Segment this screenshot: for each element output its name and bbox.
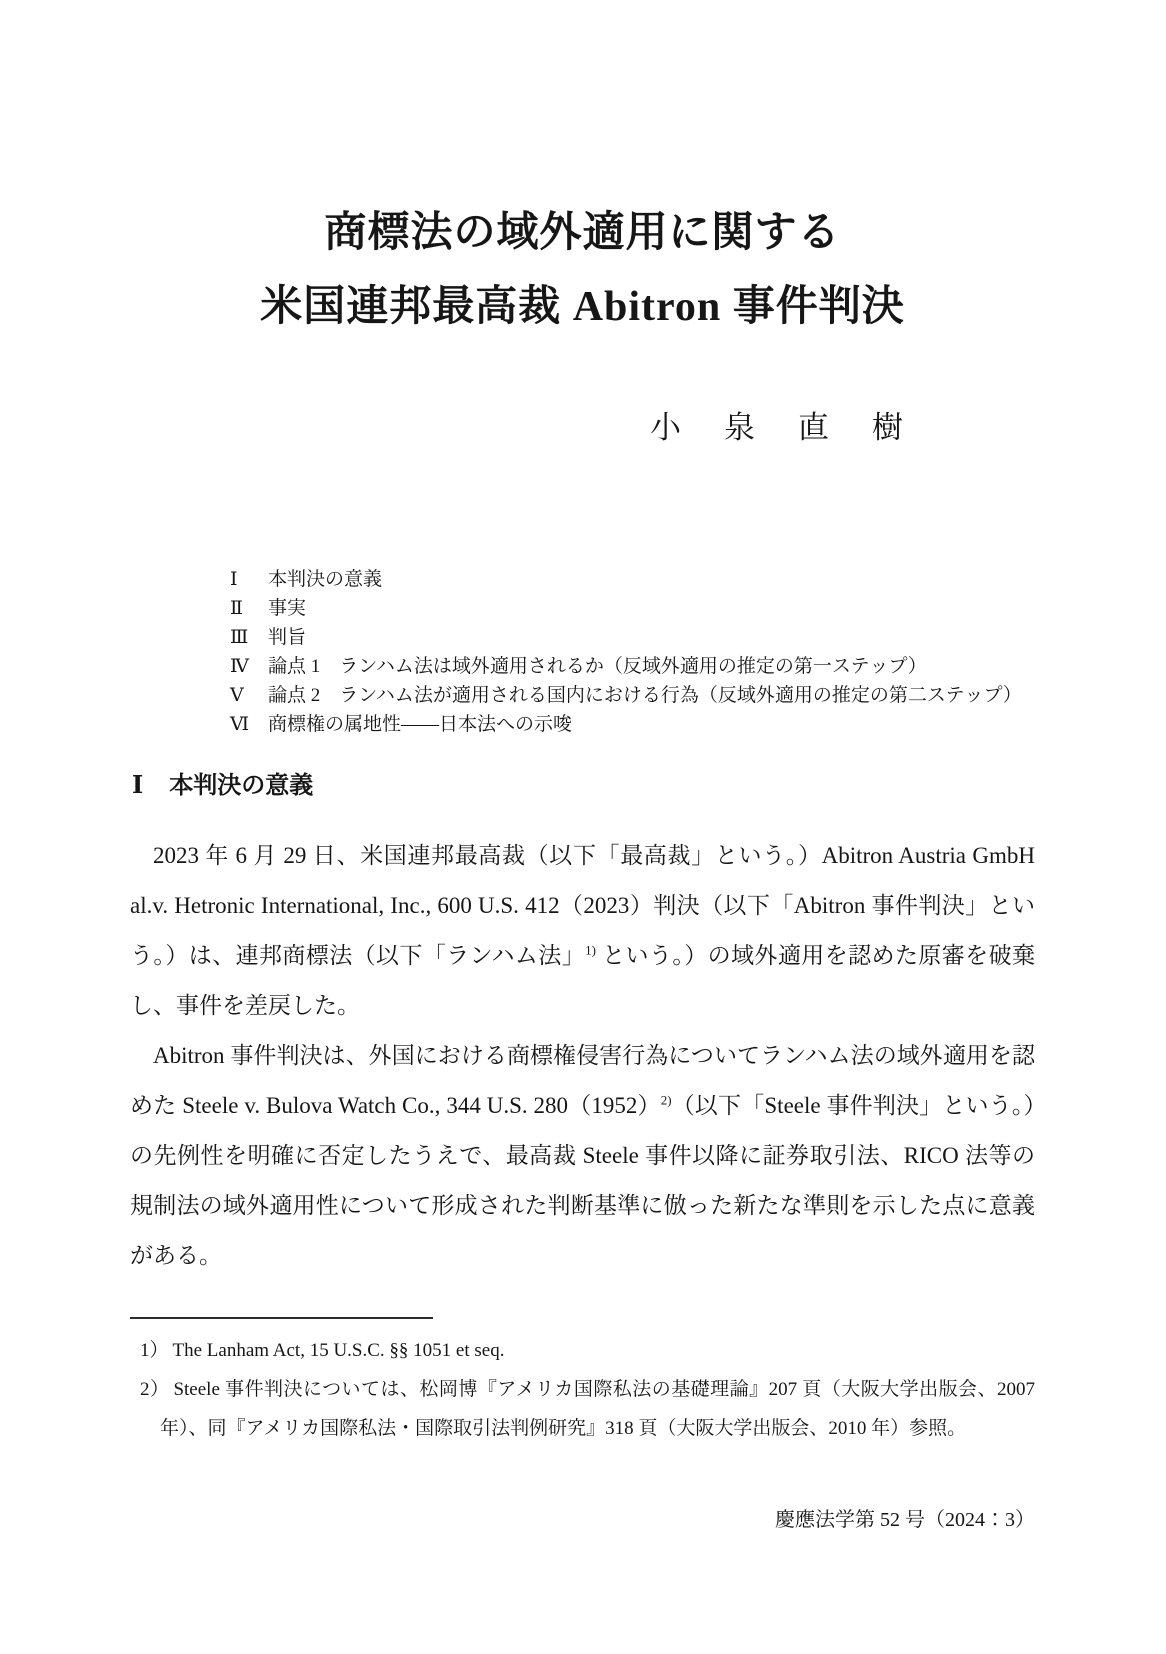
journal-footer: 慶應法学第 52 号（2024：3） — [775, 1509, 1035, 1531]
toc-item-numeral: Ⅱ — [230, 598, 243, 619]
toc-item-label: 論点 2 ランハム法が適用される国内における行為（反域外適用の推定の第二ステップ） — [268, 685, 1022, 706]
toc-item-label: 事実 — [268, 598, 307, 619]
paragraph-1-text-post: という。）の域外適用を認めた原審を破棄し、事件を差戻した。 — [130, 943, 1036, 1018]
footnote-separator — [130, 1317, 433, 1319]
toc-item-numeral: Ⅳ — [230, 656, 249, 677]
footnote-1 — [130, 1331, 1035, 1370]
section-numeral: Ⅰ — [132, 773, 144, 799]
paragraph-1 — [130, 831, 1035, 1031]
author-name: 小 泉 直 樹 — [650, 410, 909, 445]
table-of-contents — [230, 565, 1035, 739]
toc-item-label: 論点 1 ランハム法は域外適用されるか（反域外適用の推定の第一ステップ） — [268, 656, 927, 677]
footnote-ref-1: 1) — [585, 942, 596, 958]
toc-item-label: 判旨 — [268, 627, 307, 648]
footnote-2 — [130, 1370, 1035, 1448]
toc-item-numeral: Ⅰ — [230, 569, 238, 590]
footnote-ref-2: 2) — [660, 1092, 672, 1108]
toc-item-numeral: Ⅴ — [230, 685, 244, 706]
toc-item — [230, 652, 1035, 681]
paragraph-1-text-pre: 2023 年 6 月 29 日、米国連邦最高裁（以下「最高裁」という。）Abitron Austria GmbH al.v. Hetronic International, Inc., 600 U.S. 412（2023）判決（以下「Abitron 事件判決」という。）は、連邦商標法（以下「ランハム法」 — [130, 843, 1035, 968]
section-heading — [132, 769, 1035, 803]
section-title: 本判決の意義 — [169, 773, 314, 799]
toc-item — [230, 681, 1035, 710]
article-body — [130, 831, 1035, 1281]
paragraph-2-text-pre: Abitron 事件判決は、外国における商標権侵害行為についてランハム法の域外適用を認めた Steele v. Bulova Watch Co., 344 U.S. 280（1952） — [130, 1043, 1035, 1118]
footnotes — [130, 1331, 1035, 1448]
toc-item-numeral: Ⅲ — [230, 627, 249, 648]
toc-item-numeral: Ⅵ — [230, 714, 250, 735]
paragraph-2-text-post: （以下「Steele 事件判決」という。）の先例性を明確に否定したうえで、最高裁 Steele 事件以降に証券取引法、RICO 法等の規制法の域外適用性について形成された判断基準に倣った新たな準則を示した点に意義がある。 — [130, 1093, 1035, 1268]
footnote-1-number: 1） — [140, 1340, 169, 1361]
footnote-2-text: Steele 事件判決については、松岡博『アメリカ国際私法の基礎理論』207 頁（大阪大学出版会、2007 年）、同『アメリカ国際私法・国際取引法判例研究』318 頁（大阪大学出版会、2010 年）参照。 — [160, 1379, 1035, 1439]
toc-item — [230, 594, 1035, 623]
toc-item-label: 本判決の意義 — [268, 569, 383, 590]
paragraph-2 — [130, 1031, 1035, 1281]
footnote-2-number: 2） — [140, 1379, 170, 1400]
article-title — [130, 196, 1035, 344]
title-line-2: 米国連邦最高裁 Abitron 事件判決 — [260, 284, 905, 330]
toc-item — [230, 623, 1035, 652]
toc-item-label: 商標権の属地性——日本法への示唆 — [268, 714, 573, 735]
footnote-1-text: The Lanham Act, 15 U.S.C. §§ 1051 et seq. — [172, 1340, 505, 1361]
title-line-1: 商標法の域外適用に関する — [324, 210, 841, 256]
toc-item — [230, 710, 1035, 739]
toc-item — [230, 565, 1035, 594]
